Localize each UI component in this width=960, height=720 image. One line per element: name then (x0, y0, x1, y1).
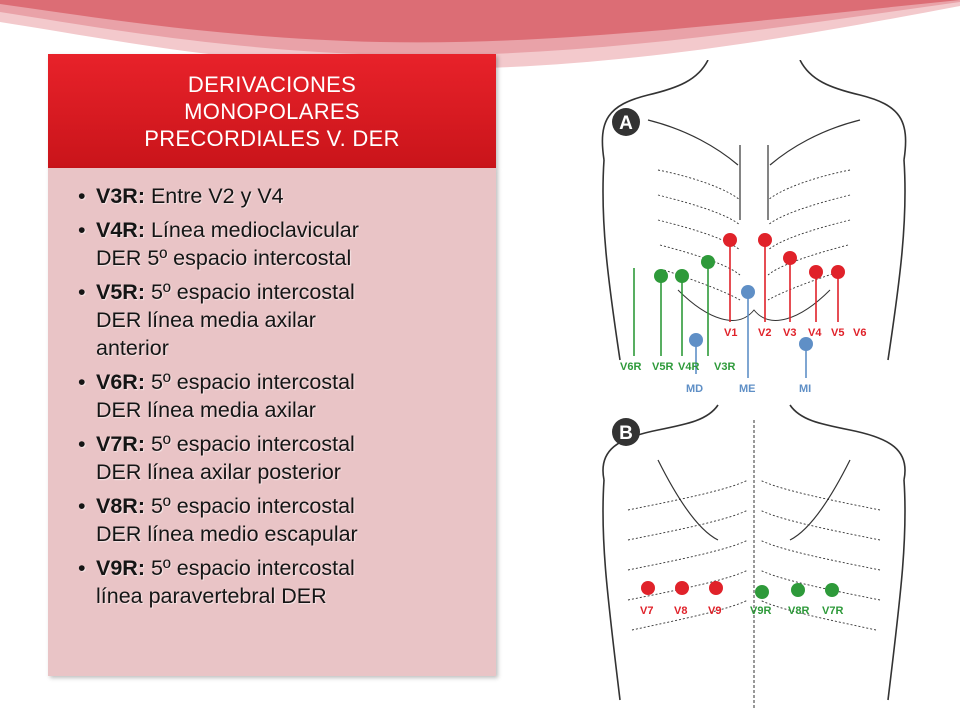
lead-text: DER 5º espacio intercostal (96, 246, 352, 270)
lead-text: anterior (96, 336, 169, 360)
electrode-v2 (758, 233, 772, 247)
electrode-v9 (709, 581, 723, 595)
label-v8r: V8R (788, 605, 810, 617)
list-item-v8r (76, 492, 474, 548)
lead-text: 5º espacio intercostal (150, 370, 355, 394)
label-v7r: V7R (822, 605, 844, 617)
electrode-v8r (791, 583, 805, 597)
lead-name: V7R: (96, 432, 145, 456)
slide-title (48, 54, 496, 168)
label-me: ME (739, 383, 756, 395)
list-item-v9r (76, 554, 474, 610)
lead-text: Línea medioclavicular (150, 218, 359, 242)
label-md: MD (686, 383, 704, 395)
label-v9r: V9R (750, 605, 772, 617)
label-v5: V5 (831, 327, 845, 339)
electrode-v3 (783, 251, 797, 265)
back-electrodes (641, 581, 839, 599)
label-v9: V9 (708, 605, 722, 617)
electrode-v5r (654, 269, 668, 283)
back-torso-panel (603, 405, 905, 710)
lead-name: V3R: (96, 184, 145, 208)
title-line-1: DERIVACIONES (187, 71, 357, 97)
electrode-v1 (723, 233, 737, 247)
panel-a-label: A (619, 113, 633, 134)
lead-text: Entre V2 y V4 (150, 184, 284, 208)
lead-name: V9R: (96, 556, 145, 580)
lead-name: V6R: (96, 370, 145, 394)
label-v2: V2 (758, 327, 772, 339)
label-v6: V6 (853, 327, 867, 339)
back-lead-labels (640, 605, 843, 617)
list-item-v7r (76, 430, 474, 486)
lead-text: DER línea medio escapular (96, 522, 358, 546)
front-lead-labels (620, 327, 866, 395)
electrode-v5 (831, 265, 845, 279)
lead-text: 5º espacio intercostal (150, 432, 355, 456)
label-v4: V4 (808, 327, 822, 339)
list-item-v5r (76, 278, 474, 362)
electrode-v4 (809, 265, 823, 279)
lead-text: 5º espacio intercostal (150, 556, 355, 580)
electrode-md (689, 333, 703, 347)
label-mi: MI (799, 383, 812, 395)
label-v3: V3 (783, 327, 797, 339)
lead-list (76, 182, 474, 610)
electrode-v7 (641, 581, 655, 595)
panel-b-label: B (619, 423, 633, 444)
front-torso-panel (602, 60, 905, 360)
title-line-3: PRECORDIALES V. DER (144, 125, 400, 151)
lead-text: línea paravertebral DER (96, 584, 327, 608)
label-v1: V1 (724, 327, 738, 339)
lead-text: DER línea media axilar (96, 308, 316, 332)
electrode-me (741, 285, 755, 299)
lead-text: DER línea axilar posterior (96, 460, 341, 484)
lead-list-body (48, 168, 496, 676)
electrode-v7r (825, 583, 839, 597)
list-item-v6r (76, 368, 474, 424)
label-v4r: V4R (678, 361, 700, 373)
lead-description-card (48, 54, 496, 676)
electrode-placement-diagram (568, 60, 940, 720)
electrode-mi (799, 337, 813, 351)
label-v6r: V6R (620, 361, 642, 373)
label-v7: V7 (640, 605, 654, 617)
label-v5r: V5R (652, 361, 674, 373)
lead-text: 5º espacio intercostal (150, 280, 355, 304)
lead-text: DER línea media axilar (96, 398, 316, 422)
electrode-v3r (701, 255, 715, 269)
electrode-v9r (755, 585, 769, 599)
label-v8: V8 (674, 605, 688, 617)
title-line-2: MONOPOLARES (184, 98, 360, 124)
lead-text: 5º espacio intercostal (150, 494, 355, 518)
label-v3r: V3R (714, 361, 736, 373)
lead-name: V4R: (96, 218, 145, 242)
electrode-v4r (675, 269, 689, 283)
lead-name: V5R: (96, 280, 145, 304)
list-item-v4r (76, 216, 474, 272)
list-item-v3r (76, 182, 474, 210)
electrode-v8 (675, 581, 689, 595)
lead-name: V8R: (96, 494, 145, 518)
